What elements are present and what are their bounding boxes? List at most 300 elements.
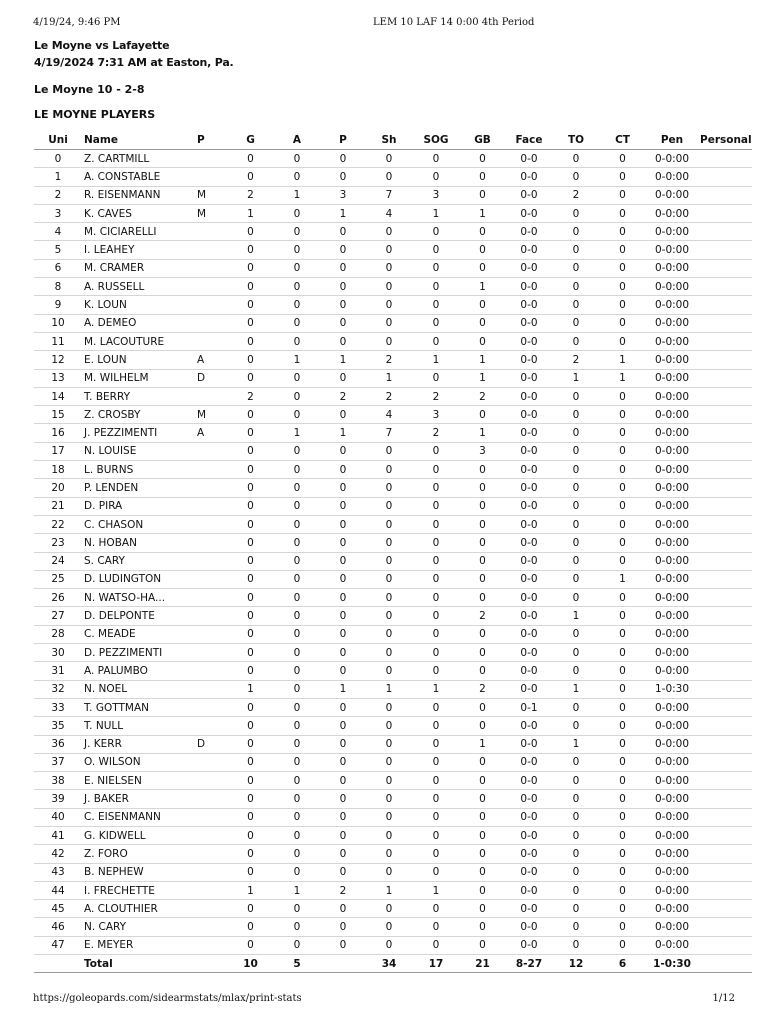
cell-position: [192, 881, 227, 899]
cell-caused-turnovers: 0: [599, 515, 646, 533]
cell-faceoffs: 0-0: [505, 717, 553, 735]
table-row: [34, 296, 752, 314]
cell-points: 2: [320, 387, 366, 405]
cell-points: 0: [320, 698, 366, 716]
cell-position: D: [192, 369, 227, 387]
cell-assists: 0: [274, 625, 320, 643]
cell-ground-balls: 0: [460, 918, 505, 936]
cell-faceoffs: 0-0: [505, 387, 553, 405]
cell-personal: [698, 369, 752, 387]
column-header: SOG: [412, 131, 460, 150]
cell-name: A. PALUMBO: [82, 662, 192, 680]
table-row: [34, 808, 752, 826]
cell-goals: 0: [227, 644, 274, 662]
cell-shots-on-goal: 3: [412, 186, 460, 204]
table-row: [34, 332, 752, 350]
cell-position: [192, 479, 227, 497]
table-row: [34, 442, 752, 460]
cell-shots: 0: [366, 552, 412, 570]
cell-points: 0: [320, 296, 366, 314]
table-row: [34, 241, 752, 259]
cell-caused-turnovers: 1: [599, 369, 646, 387]
cell-points: 0: [320, 570, 366, 588]
cell-shots: 1: [366, 369, 412, 387]
cell-assists: 0: [274, 936, 320, 954]
cell-faceoffs: 0-0: [505, 735, 553, 753]
cell-shots-on-goal: 0: [412, 552, 460, 570]
cell-penalties: 0-0:00: [646, 278, 698, 296]
cell-personal: [698, 314, 752, 332]
cell-points: 0: [320, 552, 366, 570]
cell-points: 0: [320, 314, 366, 332]
cell-assists: 0: [274, 314, 320, 332]
cell-faceoffs: 0-0: [505, 589, 553, 607]
cell-name: D. PIRA: [82, 497, 192, 515]
cell-caused-turnovers: 0: [599, 662, 646, 680]
cell-faceoffs: 0-0: [505, 241, 553, 259]
cell-points: 0: [320, 241, 366, 259]
cell-shots-on-goal: 17: [412, 955, 460, 973]
cell-position: M: [192, 204, 227, 222]
cell-turnovers: 0: [553, 772, 599, 790]
cell-ground-balls: 0: [460, 717, 505, 735]
cell-shots-on-goal: 0: [412, 314, 460, 332]
cell-uni: 39: [34, 790, 82, 808]
cell-shots: 0: [366, 662, 412, 680]
cell-name: A. CLOUTHIER: [82, 900, 192, 918]
cell-ground-balls: 0: [460, 461, 505, 479]
cell-points: 0: [320, 278, 366, 296]
cell-assists: 0: [274, 515, 320, 533]
cell-position: [192, 589, 227, 607]
cell-shots-on-goal: 0: [412, 662, 460, 680]
cell-points: 0: [320, 534, 366, 552]
cell-uni: 44: [34, 881, 82, 899]
cell-personal: [698, 936, 752, 954]
cell-turnovers: 0: [553, 442, 599, 460]
cell-faceoffs: 0-0: [505, 662, 553, 680]
cell-shots: 0: [366, 570, 412, 588]
game-date-location: 4/19/2024 7:31 AM at Easton, Pa.: [34, 56, 234, 69]
cell-name: A. RUSSELL: [82, 278, 192, 296]
cell-turnovers: 0: [553, 625, 599, 643]
cell-personal: [698, 351, 752, 369]
cell-position: [192, 955, 227, 973]
cell-personal: [698, 406, 752, 424]
cell-uni: 8: [34, 278, 82, 296]
cell-personal: [698, 387, 752, 405]
cell-points: 0: [320, 735, 366, 753]
column-header: Uni: [34, 131, 82, 150]
cell-caused-turnovers: 0: [599, 552, 646, 570]
cell-goals: 2: [227, 186, 274, 204]
cell-faceoffs: 0-0: [505, 442, 553, 460]
cell-goals: 0: [227, 241, 274, 259]
cell-shots-on-goal: 0: [412, 607, 460, 625]
cell-faceoffs: 0-0: [505, 826, 553, 844]
print-page-number: 1/12: [712, 993, 735, 1004]
cell-goals: 0: [227, 918, 274, 936]
cell-faceoffs: 0-0: [505, 314, 553, 332]
cell-personal: [698, 625, 752, 643]
cell-goals: 0: [227, 625, 274, 643]
table-row: [34, 387, 752, 405]
cell-uni: 32: [34, 680, 82, 698]
cell-points: 0: [320, 625, 366, 643]
cell-name: A. CONSTABLE: [82, 168, 192, 186]
cell-shots-on-goal: 0: [412, 735, 460, 753]
cell-turnovers: 0: [553, 900, 599, 918]
cell-name: M. CRAMER: [82, 259, 192, 277]
cell-goals: 2: [227, 387, 274, 405]
cell-shots-on-goal: 0: [412, 772, 460, 790]
column-header: Face: [505, 131, 553, 150]
cell-position: [192, 241, 227, 259]
cell-penalties: 0-0:00: [646, 552, 698, 570]
cell-shots: 0: [366, 863, 412, 881]
cell-assists: 1: [274, 424, 320, 442]
cell-uni: 23: [34, 534, 82, 552]
cell-uni: 45: [34, 900, 82, 918]
cell-uni: 46: [34, 918, 82, 936]
cell-penalties: 0-0:00: [646, 717, 698, 735]
cell-faceoffs: 0-0: [505, 936, 553, 954]
cell-caused-turnovers: 0: [599, 790, 646, 808]
table-row: [34, 314, 752, 332]
cell-position: [192, 314, 227, 332]
cell-name: M. CICIARELLI: [82, 223, 192, 241]
cell-goals: 0: [227, 900, 274, 918]
print-page-title: LEM 10 LAF 14 0:00 4th Period: [373, 17, 535, 28]
cell-name: Total: [82, 955, 192, 973]
cell-assists: 0: [274, 150, 320, 168]
cell-uni: 42: [34, 845, 82, 863]
cell-ground-balls: 1: [460, 369, 505, 387]
column-header: GB: [460, 131, 505, 150]
cell-uni: 43: [34, 863, 82, 881]
cell-caused-turnovers: 0: [599, 936, 646, 954]
cell-uni: 41: [34, 826, 82, 844]
cell-caused-turnovers: 0: [599, 534, 646, 552]
cell-shots: 0: [366, 918, 412, 936]
cell-points: 0: [320, 790, 366, 808]
cell-position: [192, 863, 227, 881]
cell-points: 1: [320, 351, 366, 369]
cell-position: M: [192, 186, 227, 204]
cell-faceoffs: 0-0: [505, 150, 553, 168]
cell-turnovers: 0: [553, 204, 599, 222]
cell-faceoffs: 0-0: [505, 186, 553, 204]
cell-turnovers: 1: [553, 735, 599, 753]
cell-caused-turnovers: 0: [599, 497, 646, 515]
cell-uni: 11: [34, 332, 82, 350]
cell-ground-balls: 0: [460, 644, 505, 662]
cell-turnovers: 0: [553, 332, 599, 350]
table-row: [34, 735, 752, 753]
table-row: [34, 351, 752, 369]
cell-assists: 0: [274, 406, 320, 424]
cell-name: O. WILSON: [82, 753, 192, 771]
cell-shots: 0: [366, 936, 412, 954]
cell-points: 0: [320, 900, 366, 918]
team-record: Le Moyne 10 - 2-8: [34, 83, 145, 96]
cell-points: [320, 955, 366, 973]
cell-personal: [698, 644, 752, 662]
cell-points: 0: [320, 589, 366, 607]
cell-penalties: 0-0:00: [646, 351, 698, 369]
cell-shots-on-goal: 0: [412, 278, 460, 296]
cell-faceoffs: 0-0: [505, 863, 553, 881]
cell-personal: [698, 790, 752, 808]
cell-personal: [698, 753, 752, 771]
cell-faceoffs: 0-0: [505, 296, 553, 314]
cell-position: [192, 717, 227, 735]
cell-goals: 0: [227, 259, 274, 277]
cell-penalties: 1-0:30: [646, 955, 698, 973]
cell-caused-turnovers: 0: [599, 607, 646, 625]
cell-caused-turnovers: 0: [599, 479, 646, 497]
cell-shots-on-goal: 1: [412, 351, 460, 369]
cell-points: 0: [320, 936, 366, 954]
cell-assists: 0: [274, 589, 320, 607]
cell-name: N. CARY: [82, 918, 192, 936]
cell-faceoffs: 0-0: [505, 570, 553, 588]
cell-position: [192, 442, 227, 460]
cell-personal: [698, 698, 752, 716]
cell-turnovers: 0: [553, 863, 599, 881]
cell-position: [192, 515, 227, 533]
cell-position: [192, 772, 227, 790]
cell-shots-on-goal: 0: [412, 863, 460, 881]
cell-penalties: 0-0:00: [646, 808, 698, 826]
cell-name: S. CARY: [82, 552, 192, 570]
cell-shots: 0: [366, 753, 412, 771]
cell-shots-on-goal: 0: [412, 259, 460, 277]
cell-shots-on-goal: 0: [412, 826, 460, 844]
cell-ground-balls: 0: [460, 900, 505, 918]
column-header: TO: [553, 131, 599, 150]
cell-goals: 1: [227, 204, 274, 222]
cell-shots: 0: [366, 698, 412, 716]
cell-penalties: 0-0:00: [646, 461, 698, 479]
cell-shots: 0: [366, 644, 412, 662]
cell-ground-balls: 0: [460, 314, 505, 332]
cell-caused-turnovers: 0: [599, 808, 646, 826]
cell-personal: [698, 168, 752, 186]
cell-ground-balls: 1: [460, 735, 505, 753]
cell-personal: [698, 534, 752, 552]
cell-caused-turnovers: 0: [599, 881, 646, 899]
cell-goals: 0: [227, 150, 274, 168]
cell-shots: 0: [366, 278, 412, 296]
cell-goals: 0: [227, 845, 274, 863]
cell-shots: 0: [366, 479, 412, 497]
cell-faceoffs: 0-0: [505, 223, 553, 241]
cell-penalties: 0-0:00: [646, 790, 698, 808]
player-stats-table-wrapper: [34, 131, 752, 973]
table-header-row: [34, 131, 752, 150]
cell-caused-turnovers: 0: [599, 826, 646, 844]
cell-shots-on-goal: 1: [412, 881, 460, 899]
cell-shots: 0: [366, 790, 412, 808]
cell-shots-on-goal: 0: [412, 698, 460, 716]
cell-caused-turnovers: 0: [599, 296, 646, 314]
cell-assists: 0: [274, 698, 320, 716]
cell-faceoffs: 0-0: [505, 644, 553, 662]
cell-faceoffs: 0-0: [505, 534, 553, 552]
cell-name: N. HOBAN: [82, 534, 192, 552]
cell-shots-on-goal: 0: [412, 296, 460, 314]
cell-assists: 0: [274, 808, 320, 826]
cell-shots: 0: [366, 826, 412, 844]
cell-name: J. BAKER: [82, 790, 192, 808]
cell-points: 2: [320, 881, 366, 899]
column-header: A: [274, 131, 320, 150]
cell-uni: 6: [34, 259, 82, 277]
table-row: [34, 424, 752, 442]
cell-penalties: 0-0:00: [646, 479, 698, 497]
cell-uni: 30: [34, 644, 82, 662]
cell-penalties: 0-0:00: [646, 589, 698, 607]
cell-uni: 33: [34, 698, 82, 716]
cell-shots: 1: [366, 881, 412, 899]
cell-penalties: 0-0:00: [646, 625, 698, 643]
cell-uni: 31: [34, 662, 82, 680]
cell-uni: 10: [34, 314, 82, 332]
cell-ground-balls: 0: [460, 662, 505, 680]
cell-personal: [698, 772, 752, 790]
cell-position: [192, 497, 227, 515]
cell-assists: 0: [274, 296, 320, 314]
column-header: CT: [599, 131, 646, 150]
cell-faceoffs: 0-0: [505, 168, 553, 186]
cell-faceoffs: 0-0: [505, 680, 553, 698]
cell-position: [192, 936, 227, 954]
cell-position: [192, 900, 227, 918]
table-row: [34, 607, 752, 625]
cell-ground-balls: 0: [460, 241, 505, 259]
cell-faceoffs: 0-0: [505, 753, 553, 771]
cell-penalties: 0-0:00: [646, 845, 698, 863]
cell-shots: 0: [366, 534, 412, 552]
cell-uni: [34, 955, 82, 973]
cell-caused-turnovers: 0: [599, 223, 646, 241]
print-header: [33, 17, 735, 31]
cell-turnovers: 0: [553, 717, 599, 735]
cell-name: D. PEZZIMENTI: [82, 644, 192, 662]
cell-assists: 0: [274, 570, 320, 588]
cell-goals: 0: [227, 735, 274, 753]
cell-penalties: 0-0:00: [646, 826, 698, 844]
cell-shots-on-goal: 1: [412, 680, 460, 698]
column-header: Pen: [646, 131, 698, 150]
cell-shots-on-goal: 0: [412, 332, 460, 350]
section-title: LE MOYNE PLAYERS: [34, 108, 156, 121]
cell-position: [192, 552, 227, 570]
cell-penalties: 0-0:00: [646, 936, 698, 954]
cell-position: [192, 808, 227, 826]
cell-penalties: 0-0:00: [646, 223, 698, 241]
player-rows: [34, 150, 752, 973]
cell-penalties: 1-0:30: [646, 680, 698, 698]
cell-assists: 0: [274, 332, 320, 350]
cell-personal: [698, 826, 752, 844]
cell-goals: 10: [227, 955, 274, 973]
cell-personal: [698, 845, 752, 863]
cell-ground-balls: 0: [460, 936, 505, 954]
cell-shots: 2: [366, 351, 412, 369]
cell-shots: 0: [366, 717, 412, 735]
print-datetime: 4/19/24, 9:46 PM: [33, 17, 121, 28]
cell-penalties: 0-0:00: [646, 186, 698, 204]
cell-shots-on-goal: 0: [412, 497, 460, 515]
cell-penalties: 0-0:00: [646, 662, 698, 680]
cell-assists: 0: [274, 241, 320, 259]
cell-points: 0: [320, 607, 366, 625]
cell-penalties: 0-0:00: [646, 332, 698, 350]
cell-faceoffs: 0-0: [505, 918, 553, 936]
cell-turnovers: 0: [553, 589, 599, 607]
cell-assists: 0: [274, 790, 320, 808]
cell-assists: 0: [274, 845, 320, 863]
cell-turnovers: 0: [553, 644, 599, 662]
cell-assists: 0: [274, 278, 320, 296]
game-matchup: Le Moyne vs Lafayette: [34, 39, 170, 52]
cell-faceoffs: 0-0: [505, 461, 553, 479]
table-row: [34, 863, 752, 881]
cell-shots: 4: [366, 406, 412, 424]
cell-faceoffs: 8-27: [505, 955, 553, 973]
cell-name: C. CHASON: [82, 515, 192, 533]
cell-turnovers: 0: [553, 790, 599, 808]
cell-ground-balls: 0: [460, 863, 505, 881]
cell-shots: 1: [366, 680, 412, 698]
cell-assists: 0: [274, 223, 320, 241]
cell-turnovers: 1: [553, 369, 599, 387]
cell-ground-balls: 0: [460, 186, 505, 204]
cell-caused-turnovers: 0: [599, 845, 646, 863]
cell-position: A: [192, 424, 227, 442]
cell-personal: [698, 570, 752, 588]
cell-goals: 0: [227, 369, 274, 387]
table-row: [34, 717, 752, 735]
cell-shots: 0: [366, 150, 412, 168]
cell-personal: [698, 808, 752, 826]
cell-name: R. EISENMANN: [82, 186, 192, 204]
cell-personal: [698, 900, 752, 918]
cell-caused-turnovers: 0: [599, 406, 646, 424]
cell-faceoffs: 0-0: [505, 881, 553, 899]
cell-goals: 0: [227, 662, 274, 680]
cell-turnovers: 0: [553, 918, 599, 936]
cell-caused-turnovers: 0: [599, 204, 646, 222]
cell-personal: [698, 259, 752, 277]
cell-turnovers: 0: [553, 406, 599, 424]
cell-name: J. PEZZIMENTI: [82, 424, 192, 442]
cell-assists: 0: [274, 863, 320, 881]
cell-penalties: 0-0:00: [646, 406, 698, 424]
cell-personal: [698, 881, 752, 899]
cell-uni: 40: [34, 808, 82, 826]
cell-position: [192, 332, 227, 350]
cell-ground-balls: 0: [460, 406, 505, 424]
cell-ground-balls: 0: [460, 625, 505, 643]
cell-turnovers: 0: [553, 223, 599, 241]
cell-name: G. KIDWELL: [82, 826, 192, 844]
cell-faceoffs: 0-0: [505, 625, 553, 643]
cell-name: D. DELPONTE: [82, 607, 192, 625]
cell-personal: [698, 424, 752, 442]
